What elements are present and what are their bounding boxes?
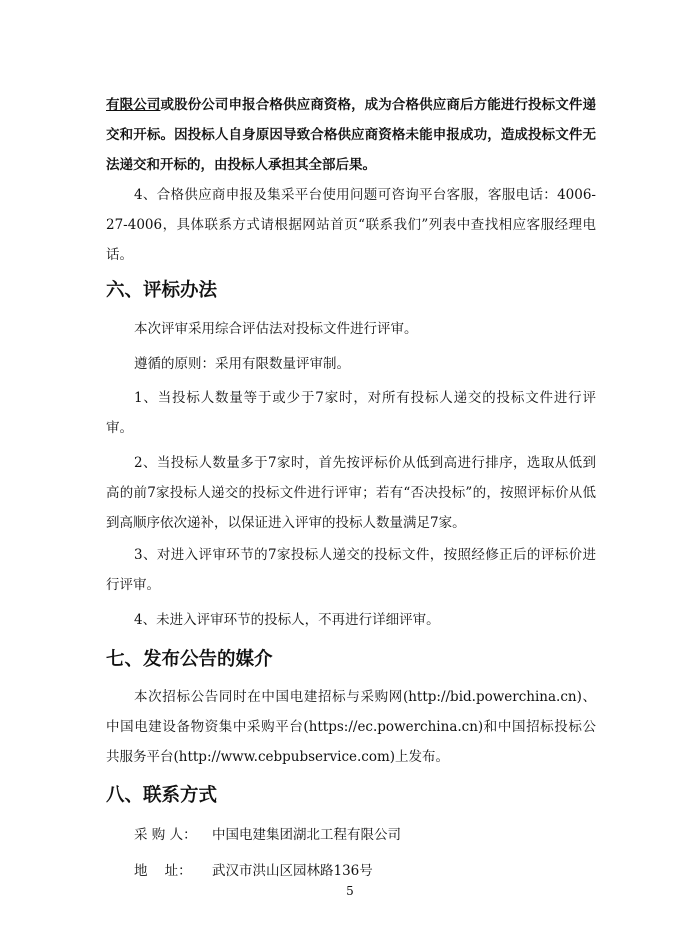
paragraph-customer-service: 4、合格供应商申报及集采平台使用问题可咨询平台客服，客服电话：4006-27-4006，具体联系方式请根据网站首页“联系我们”列表中查找相应客服经理电话。 — [106, 187, 596, 263]
section-7-heading: 七、发布公告的媒介 — [106, 649, 273, 670]
contact-buyer-row — [134, 824, 594, 846]
section-6-item-1: 1、当投标人数量等于或少于7家时，对所有投标人递交的投标文件进行评审。 — [106, 390, 596, 436]
section-6-principle: 遵循的原则：采用有限数量评审制。 — [134, 356, 350, 372]
qualification-note-text: 或股份公司申报合格供应商资格，成为合格供应商后方能进行投标文件递交和开标。因投标人自身原因导致合格供应商资格未能申报成功，造成投标文件无法递交和开标的，由投标人承担其全部后果。 — [106, 97, 597, 173]
paragraph-qualification-note — [106, 90, 596, 180]
section-6-item-4: 4、未进入评审环节的投标人，不再进行详细评审。 — [134, 612, 440, 628]
section-8-heading: 八、联系方式 — [106, 785, 218, 806]
page-number: 5 — [346, 884, 354, 898]
section-6-item-2: 2、当投标人数量多于7家时，首先按评标价从低到高进行排序，选取从低到高的前7家投标人递交的投标文件进行评审；若有“否决投标”的，按照评标价从低到高顺序依次递补，以保证进入评审的投标人数量满足7家。 — [106, 455, 596, 531]
section-6-intro: 本次评审采用综合评估法对投标文件进行评审。 — [134, 321, 418, 337]
address-label: 地 址： — [134, 863, 192, 879]
section-6-heading: 六、评标办法 — [106, 280, 218, 301]
section-6-item-3: 3、对进入评审环节的7家投标人递交的投标文件，按照经修正后的评标价进行评审。 — [106, 547, 596, 593]
buyer-value: 中国电建集团湖北工程有限公司 — [212, 827, 401, 843]
section-7-text: 本次招标公告同时在中国电建招标与采购网(http://bid.powerchina.cn)、中国电建设备物资集中采购平台(https://ec.powerchina.cn)和中国招标投标公共服务平台(http://www.cebpubservice.com)上发布。 — [106, 689, 596, 765]
buyer-label: 采 购 人： — [134, 827, 197, 843]
address-value: 武汉市洪山区园林路136号 — [212, 863, 373, 879]
underlined-text: 有限公司 — [106, 97, 161, 113]
contact-address-row — [134, 860, 594, 882]
